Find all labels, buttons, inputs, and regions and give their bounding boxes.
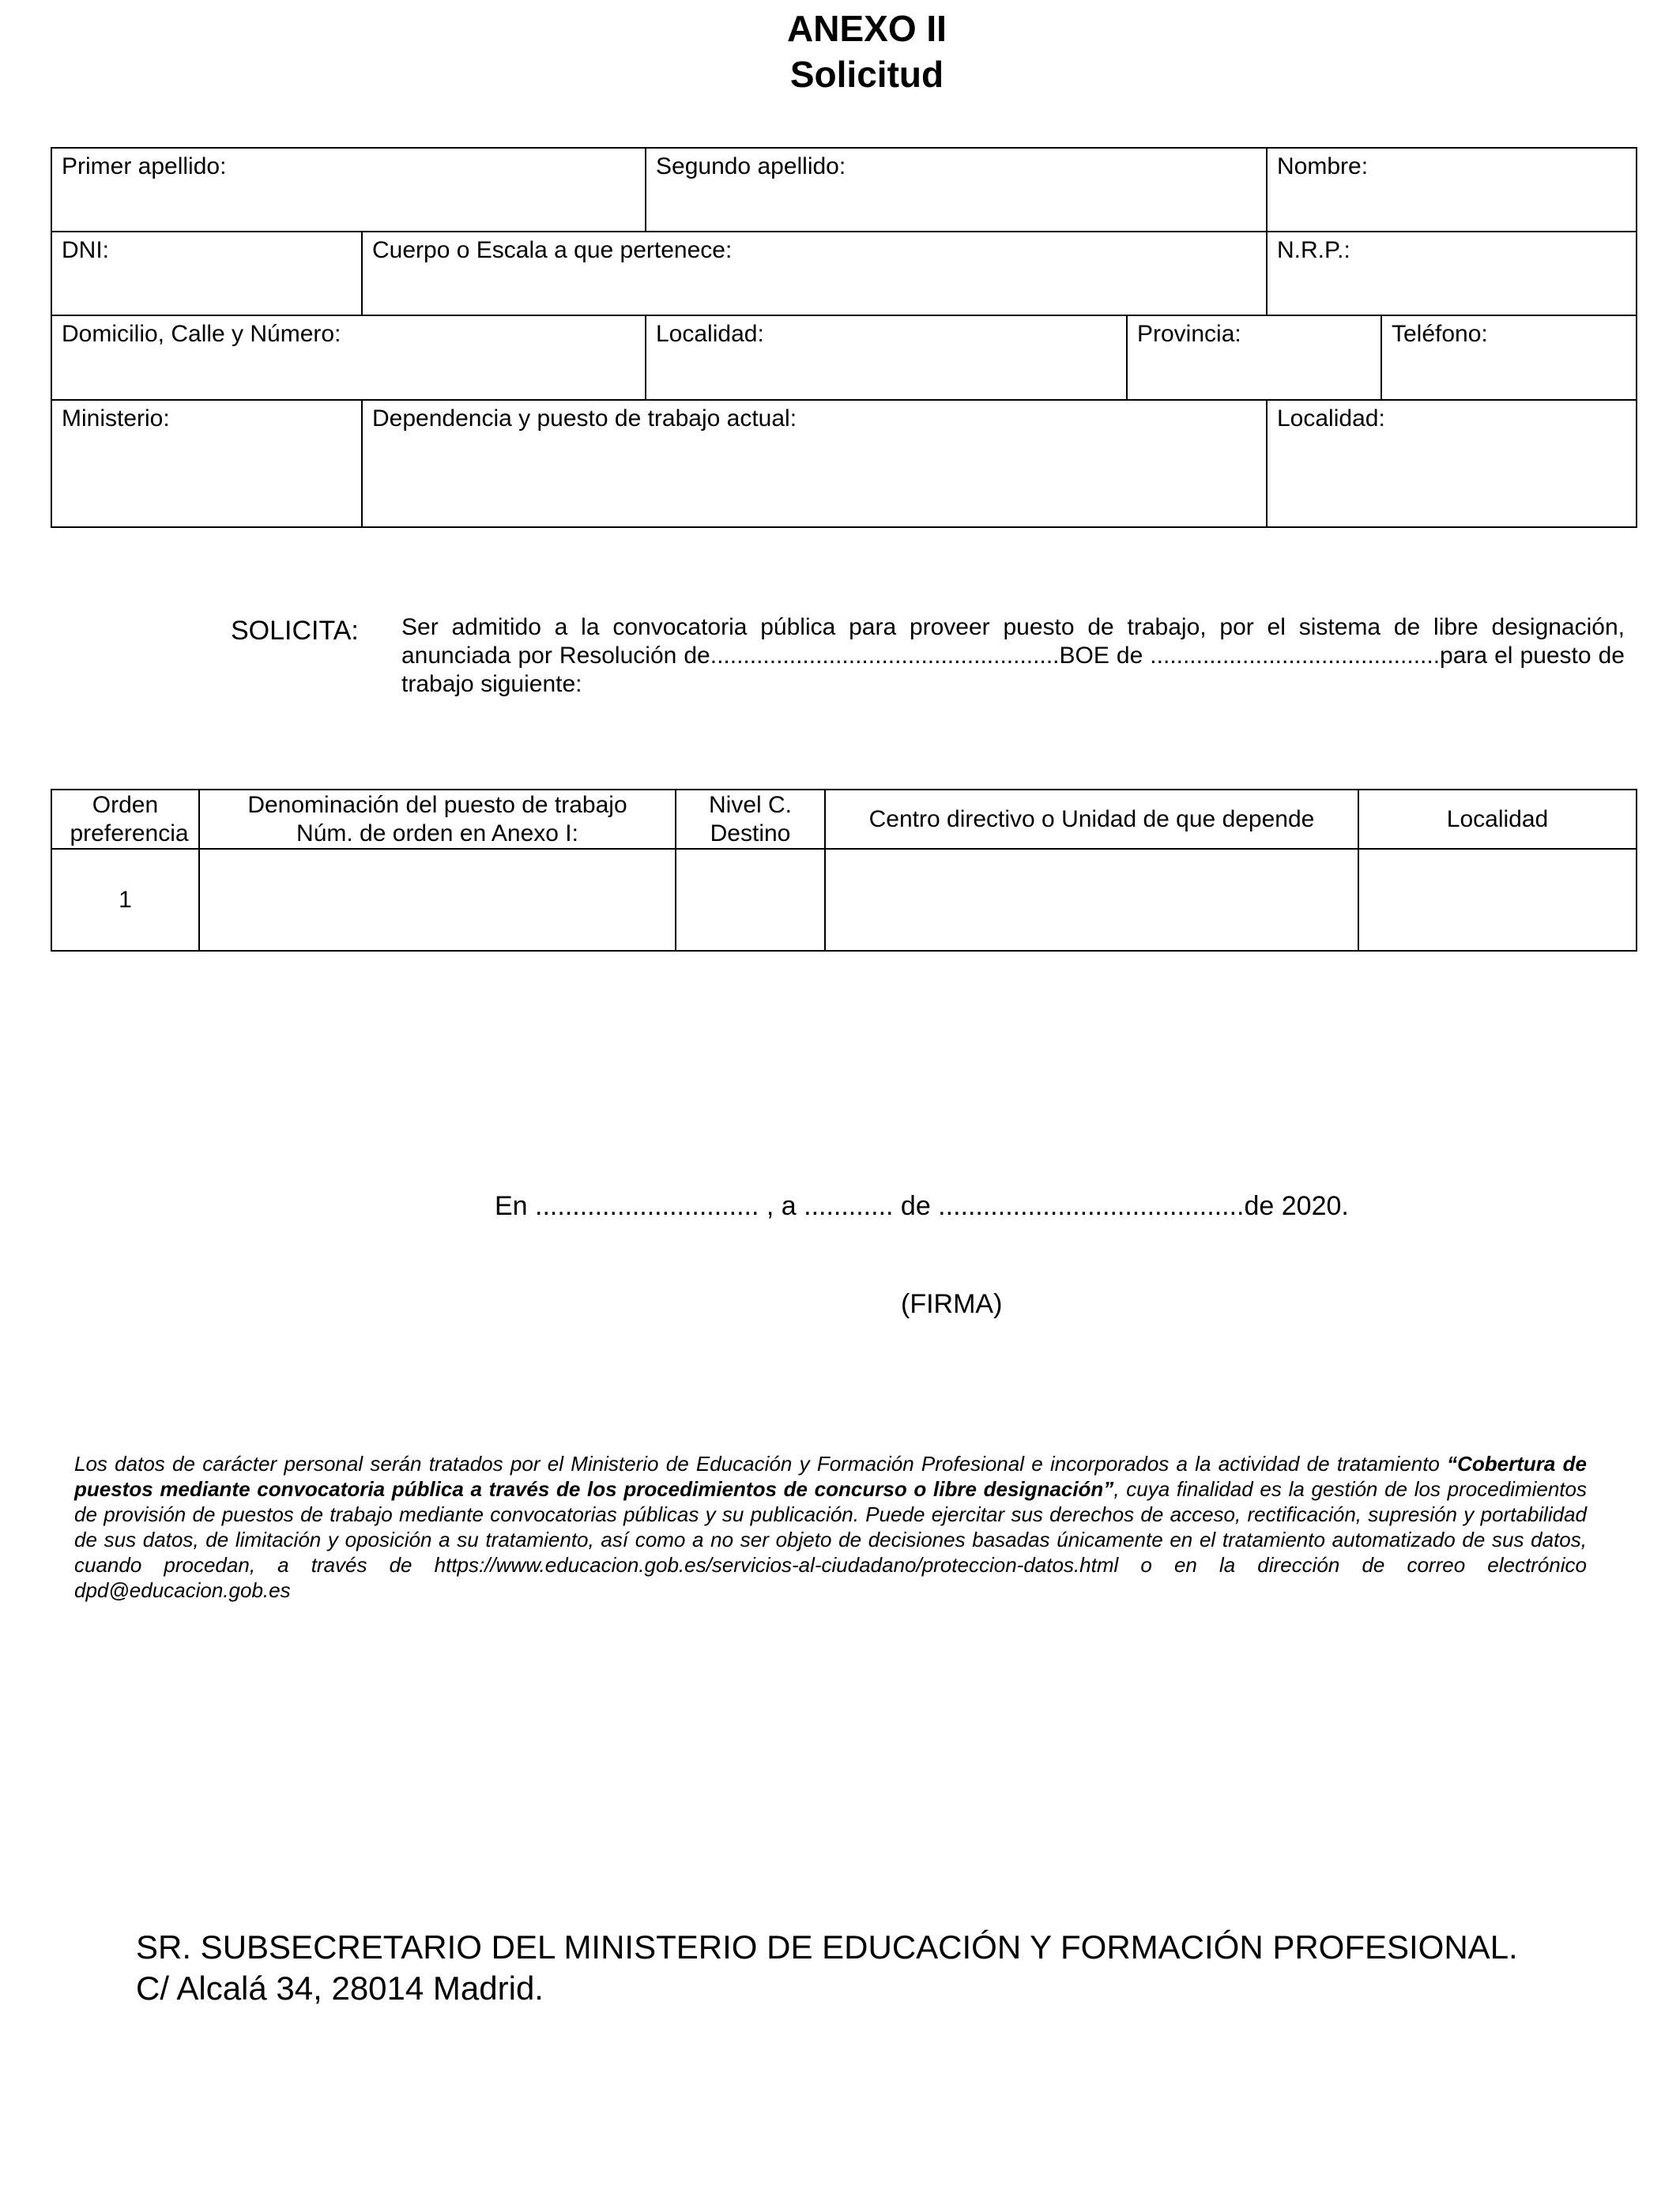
table-cell-directorate[interactable]	[826, 850, 1358, 950]
field-label: Cuerpo o Escala a que pertenece:	[372, 237, 733, 263]
request-text: Ser admitido a la convocatoria pública para proveer puesto de trabajo, por el sistema de libre designación, anunciada por Resolución de.....................................................BOE de ............................................para el puesto de trabajo siguiente:	[401, 614, 1625, 697]
field-address[interactable]	[52, 316, 645, 399]
field-label: Provincia:	[1137, 321, 1241, 347]
table-header-town: Localidad	[1446, 805, 1549, 832]
table-cell-town[interactable]	[1359, 850, 1636, 950]
table-header-order: Orden preferencia	[70, 791, 189, 846]
field-current-post[interactable]	[363, 401, 1266, 526]
field-nrp[interactable]	[1268, 232, 1636, 315]
table-cell-order: 1	[119, 886, 132, 913]
table-header-directorate: Centro directivo o Unidad de que depende	[868, 805, 1315, 832]
table-cell-level[interactable]	[676, 850, 824, 950]
field-label: DNI:	[62, 237, 109, 263]
field-label: Localidad:	[656, 321, 764, 347]
annex-title: ANEXO II	[787, 8, 947, 49]
place-date-line[interactable]: En .............................. , a ............ de .........................................de 2020.	[495, 1191, 1349, 1221]
field-town[interactable]	[646, 316, 1126, 399]
field-label: Localidad:	[1277, 405, 1385, 432]
field-body-scale[interactable]	[363, 232, 1266, 315]
page-title: Solicitud	[789, 54, 944, 95]
table-header-level: Nivel C. Destino	[708, 791, 792, 846]
field-label: Nombre:	[1277, 153, 1369, 179]
field-province[interactable]	[1128, 316, 1381, 399]
field-label: Primer apellido:	[62, 153, 227, 179]
field-label: Dependencia y puesto de trabajo actual:	[372, 405, 797, 432]
addressee-title: SR. SUBSECRETARIO DEL MINISTERIO DE EDUCACIÓN Y FORMACIÓN PROFESIONAL.	[136, 1928, 1518, 1966]
privacy-activity-name: “Cobertura de puestos mediante convocatoria pública a través de los procedimientos de concurso o libre designación”	[74, 1452, 1587, 1501]
field-phone[interactable]	[1382, 316, 1636, 399]
table-header-post-name: Denominación del puesto de trabajo Núm. de orden en Anexo I:	[247, 791, 627, 846]
field-second-surname[interactable]	[646, 149, 1266, 231]
field-label: Segundo apellido:	[656, 153, 846, 179]
table-cell-post-name[interactable]	[200, 850, 675, 950]
field-post-town[interactable]	[1268, 401, 1636, 526]
privacy-notice: Los datos de carácter personal serán tratados por el Ministerio de Educación y Formación Profesional e incorporados a la actividad de tratamiento “Cobertura de puestos mediante convocatoria pública a través de los procedimientos de concurso o libre designación”, cuya finalidad es la gestión de los procedimientos de provisión de puestos de trabajo mediante convocatorias públicas y su publicación. Puede ejercitar sus derechos de acceso, rectificación, supresión y portabilidad de sus datos, de limitación y oposición a su tratamiento, así como a no ser objeto de decisiones basadas únicamente en el tratamiento automatizado de sus datos, cuando procedan, a través de https://www.educacion.gob.es/servicios-al-ciudadano/proteccion-datos.html o en la dirección de correo electrónico dpd@educacion.gob.es	[74, 1452, 1587, 1602]
field-label: N.R.P.:	[1277, 237, 1350, 263]
field-name[interactable]	[1268, 149, 1636, 231]
request-label: SOLICITA:	[231, 616, 359, 646]
field-label: Teléfono:	[1392, 321, 1488, 347]
signature-label: (FIRMA)	[901, 1289, 1003, 1319]
field-dni[interactable]	[52, 232, 361, 315]
field-ministry[interactable]	[52, 401, 361, 526]
field-label: Ministerio:	[62, 405, 170, 432]
addressee-address: C/ Alcalá 34, 28014 Madrid.	[136, 1970, 544, 2007]
field-label: Domicilio, Calle y Número:	[62, 321, 341, 347]
field-first-surname[interactable]	[52, 149, 645, 231]
